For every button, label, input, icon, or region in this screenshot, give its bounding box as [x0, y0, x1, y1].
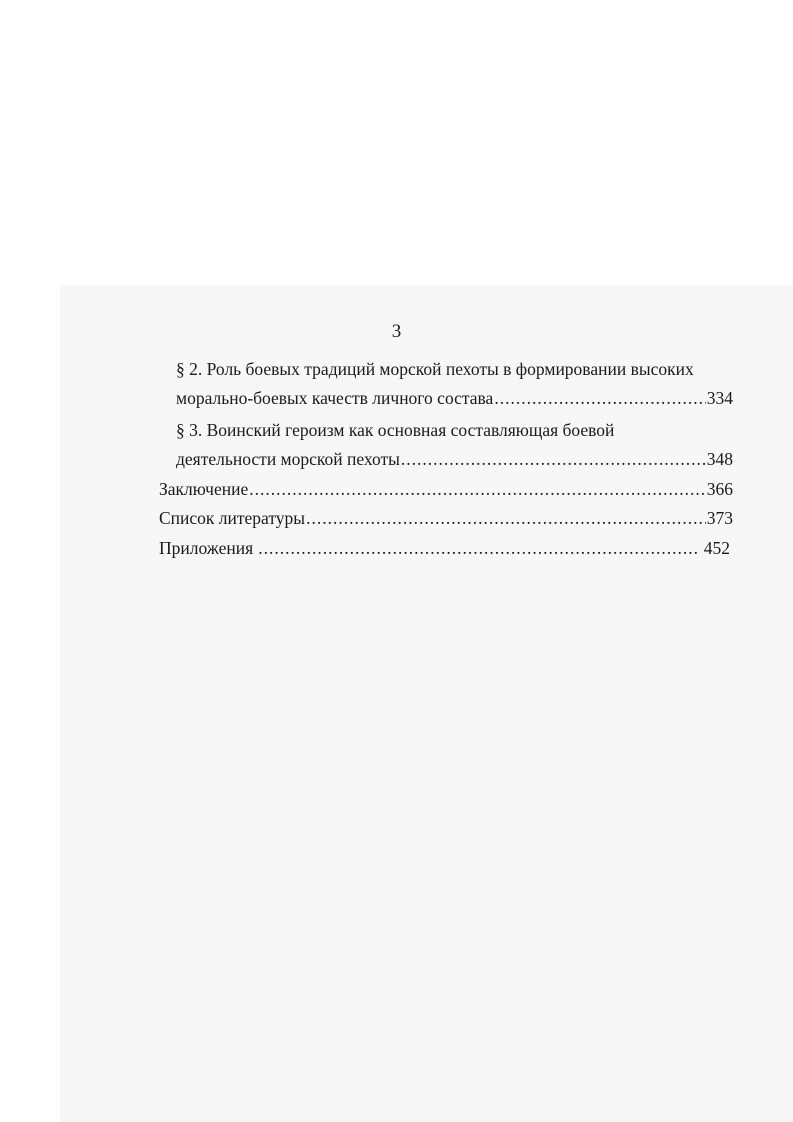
toc-section-3-title-line1: § 3. Воинский героизм как основная составляющая боевой	[176, 420, 615, 440]
page-number: 3	[391, 321, 402, 342]
toc-dot-leader	[249, 477, 706, 501]
toc-conclusion-label: Заключение	[159, 479, 249, 499]
toc-appendices-entry	[159, 536, 730, 560]
scan-background	[60, 285, 793, 1122]
toc-section-3-heading	[176, 418, 696, 442]
toc-section-2-heading	[176, 357, 736, 381]
toc-conclusion-page: 366	[706, 479, 733, 499]
toc-section-2-entry	[176, 386, 733, 410]
toc-bibliography-page: 373	[706, 508, 733, 528]
toc-dot-leader	[494, 386, 705, 410]
toc-dot-leader	[401, 447, 706, 471]
toc-section-2-title-line2: морально-боевых качеств личного состава	[176, 388, 494, 408]
toc-section-3-entry	[176, 447, 733, 471]
toc-section-3-page: 348	[706, 449, 733, 469]
toc-bibliography-label: Список литературы	[159, 508, 306, 528]
toc-section-2-title-line1: § 2. Роль боевых традиций морской пехоты в формировании высоких	[176, 359, 694, 379]
toc-conclusion-entry	[159, 477, 733, 501]
toc-bibliography-entry	[159, 506, 733, 530]
toc-section-3-title-line2: деятельности морской пехоты	[176, 449, 400, 469]
toc-dot-leader	[258, 536, 698, 560]
toc-section-2-page: 334	[706, 388, 733, 408]
toc-appendices-label: Приложения	[159, 538, 254, 558]
toc-dot-leader	[306, 506, 706, 530]
toc-appendices-page: 452	[703, 538, 730, 558]
